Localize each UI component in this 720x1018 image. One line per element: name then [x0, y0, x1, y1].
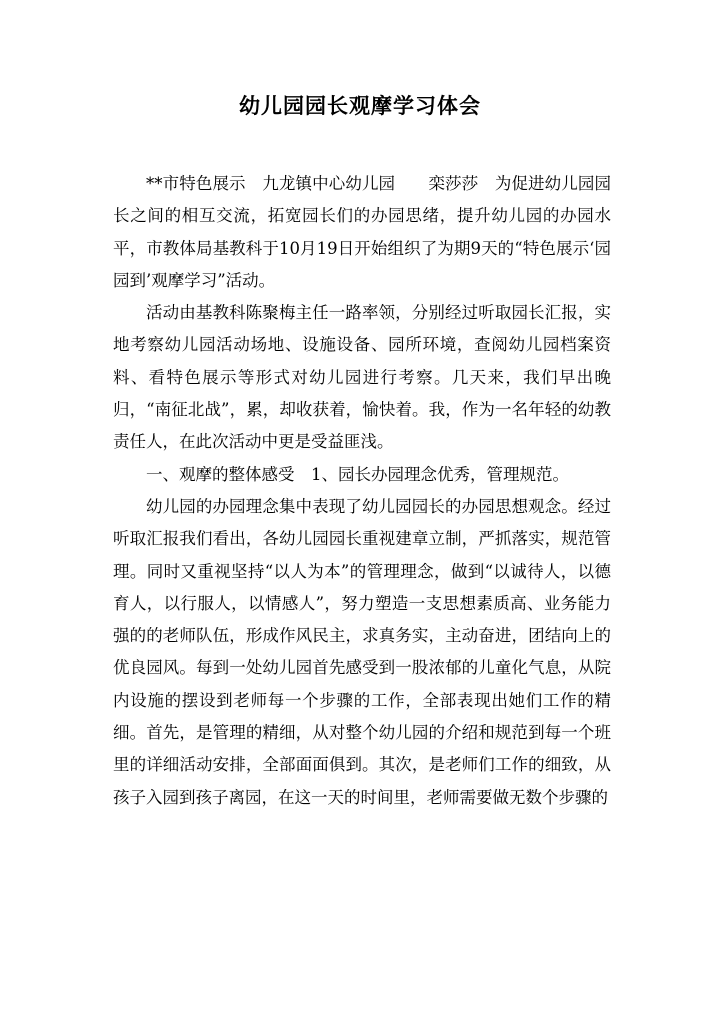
paragraph-intro: **市特色展示 九龙镇中心幼儿园 栾莎莎 为促进幼儿园园长之间的相互交流，拓宽园长们的办园思绪，提升幼儿园的办园水平，市教体局基教科于10月19日开始组织了为期9天的“特色展示‘园园到’观摩学习”活动。: [113, 174, 611, 290]
paragraph-philosophy: 幼儿园的办园理念集中表现了幼儿园园长的办园思想观念。经过听取汇报我们看出，各幼儿园园长重视建章立制，严抓落实，规范管理。同时又重视坚持“以人为本”的管理理念，做到“以诚待人，以德育人，以行服人，以情感人”，努力塑造一支思想素质高、业务能力强的的老师队伍，形成作风民主，求真务实，主动奋进，团结向上的优良园风。每到一处幼儿园首先感受到一股浓郁的儿童化气息，从院内设施的摆设到老师每一个步骤的工作，全部表现出她们工作的精细。首先，是管理的精细，从对整个幼儿园的介绍和规范到每一个班里的详细活动安排，全部面面俱到。其次，是老师们工作的细致，从孩子入园到孩子离园，在这一天的时间里，老师需要做无数个步骤的: [113, 496, 611, 807]
paragraph-activity: 活动由基教科陈聚梅主任一路率领，分别经过听取园长汇报，实地考察幼儿园活动场地、设施设备、园所环境，查阅幼儿园档案资料、看特色展示等形式对幼儿园进行考察。几天来，我们早出晚归，“南征北战”，累，却收获着，愉快着。我，作为一名年轻的幼教责任人，在此次活动中更是受益匪浅。: [113, 303, 611, 452]
section-heading: 一、观摩的整体感受 1、园长办园理念优秀，管理规范。: [146, 464, 569, 484]
document-title: 幼儿园园长观摩学习体会: [239, 93, 481, 118]
document-body: [113, 168, 611, 814]
